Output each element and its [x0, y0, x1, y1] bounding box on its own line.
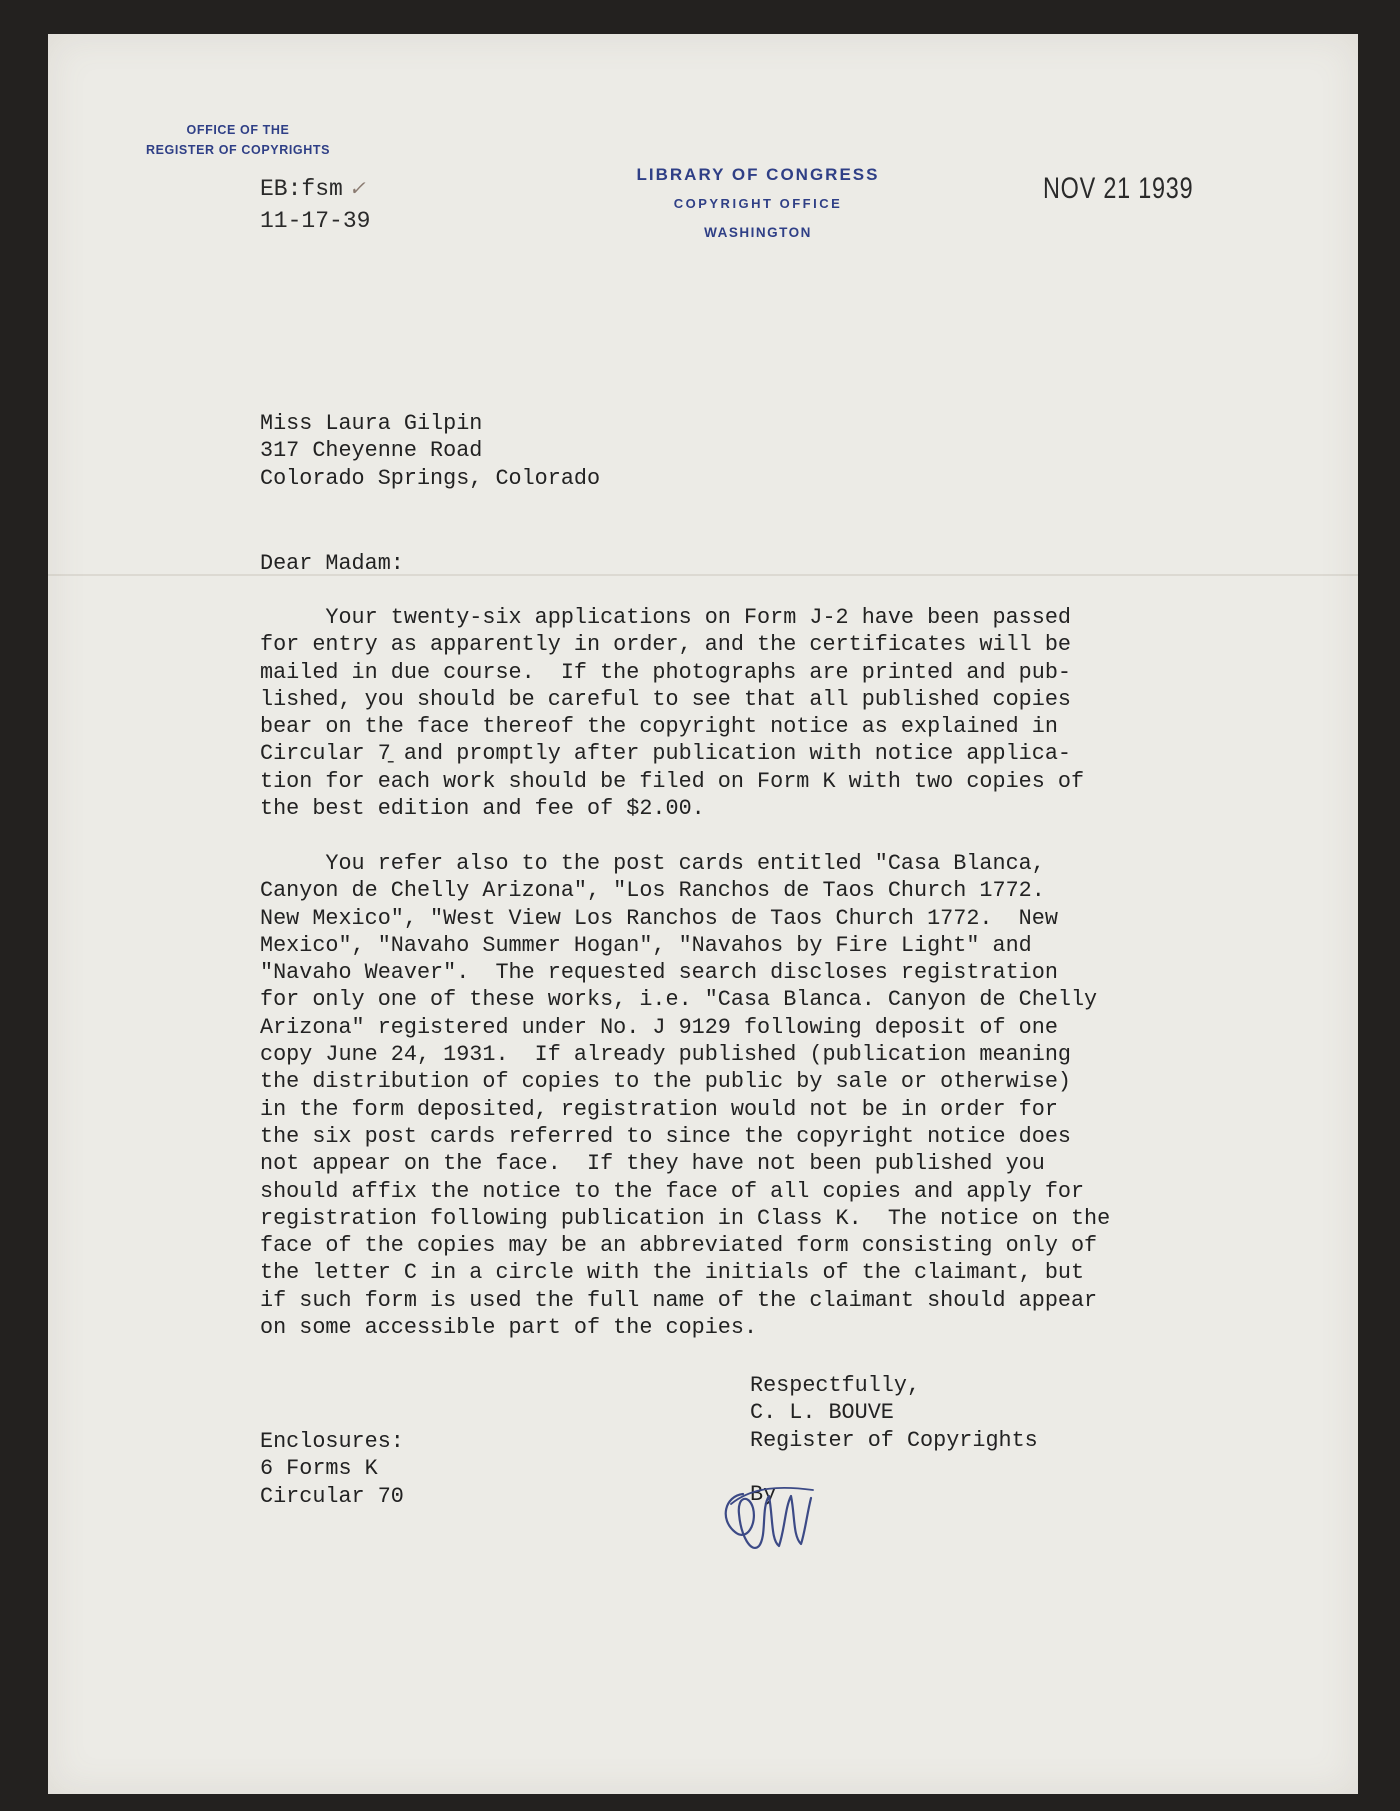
- handwritten-signature: [713, 1474, 823, 1560]
- letter-page: [48, 34, 1358, 1794]
- paragraph-2: [260, 850, 1220, 1341]
- reference-initials: EB:fsm: [260, 176, 343, 202]
- p2-line: Arizona" registered under No. J 9129 following deposit of one: [260, 1014, 1058, 1040]
- p2-line: Canyon de Chelly Arizona", "Los Ranchos de Taos Church 1772.: [260, 878, 1045, 904]
- p2-line: should affix the notice to the face of all copies and apply for: [260, 1178, 1085, 1204]
- office-line-1: OFFICE OF THE: [186, 123, 290, 137]
- enclosure-item: 6 Forms K: [260, 1456, 378, 1482]
- enclosures-heading: Enclosures:: [260, 1429, 404, 1454]
- p2-line: the six post cards referred to since the copyright notice does: [260, 1123, 1071, 1149]
- valediction: Respectfully,: [750, 1373, 921, 1398]
- signer-name: C. L. BOUVE: [750, 1400, 894, 1426]
- p1-line: Circular 7̱ and promptly after publication with notice applica-: [260, 741, 1071, 767]
- p2-line: registration following publication in Class K. The notice on the: [260, 1205, 1111, 1231]
- p2-line: on some accessible part of the copies.: [260, 1315, 758, 1341]
- date-stamp: NOV 21 1939: [1043, 172, 1194, 205]
- reference-date: 11-17-39: [260, 208, 371, 234]
- p1-line: for entry as apparently in order, and the certificates will be: [260, 632, 1071, 658]
- p1-line: lished, you should be careful to see that all published copies: [260, 686, 1071, 712]
- p2-line: for only one of these works, i.e. "Casa Blanca. Canyon de Chelly: [260, 987, 1098, 1013]
- p1-line: the best edition and fee of $2.00.: [260, 796, 705, 822]
- enclosure-item: Circular 70: [260, 1483, 404, 1509]
- p2-line: You refer also to the post cards entitled "Casa Blanca,: [260, 851, 1045, 876]
- p1-line: mailed in due course. If the photographs are printed and pub-: [260, 659, 1071, 685]
- recipient-name: Miss Laura Gilpin: [260, 411, 483, 436]
- checkmark-icon: ✓: [348, 179, 366, 202]
- recipient-city: Colorado Springs, Colorado: [260, 465, 601, 491]
- p2-line: "Navaho Weaver". The requested search discloses registration: [260, 960, 1058, 986]
- p2-line: New Mexico", "West View Los Ranchos de Taos Church 1772. New: [260, 905, 1058, 931]
- p2-line: Mexico", "Navaho Summer Hogan", "Navahos by Fire Light" and: [260, 932, 1032, 958]
- letterhead-office: [108, 120, 368, 160]
- by-label: By: [750, 1482, 777, 1508]
- p1-line: Your twenty-six applications on Form J-2 have been passed: [260, 605, 1071, 630]
- p1-line: tion for each work should be filed on Form K with two copies of: [260, 768, 1085, 794]
- letterhead-city: WASHINGTON: [704, 225, 812, 240]
- letterhead-copyright-office: COPYRIGHT OFFICE: [673, 196, 843, 211]
- signer-title: Register of Copyrights: [750, 1427, 1038, 1453]
- p2-line: if such form is used the full name of the claimant should appear: [260, 1287, 1098, 1313]
- p2-line: face of the copies may be an abbreviated form consisting only of: [260, 1233, 1098, 1259]
- p2-line: in the form deposited, registration would not be in order for: [260, 1096, 1058, 1122]
- p2-line: copy June 24, 1931. If already published (publication meaning: [260, 1042, 1071, 1068]
- reference-block: [260, 174, 370, 236]
- letterhead-center: [478, 160, 1038, 248]
- p1-line: bear on the face thereof the copyright notice as explained in: [260, 714, 1058, 740]
- salutation: Dear Madam:: [260, 551, 404, 576]
- p2-line: the distribution of copies to the public by sale or otherwise): [260, 1069, 1071, 1095]
- paragraph-1: [260, 604, 1220, 822]
- office-line-2: REGISTER OF COPYRIGHTS: [145, 143, 331, 157]
- recipient-address: [260, 410, 1220, 492]
- letterhead-library: LIBRARY OF CONGRESS: [636, 165, 880, 184]
- recipient-street: 317 Cheyenne Road: [260, 438, 483, 464]
- p2-line: not appear on the face. If they have not been published you: [260, 1151, 1045, 1177]
- p2-line: the letter C in a circle with the initials of the claimant, but: [260, 1260, 1085, 1286]
